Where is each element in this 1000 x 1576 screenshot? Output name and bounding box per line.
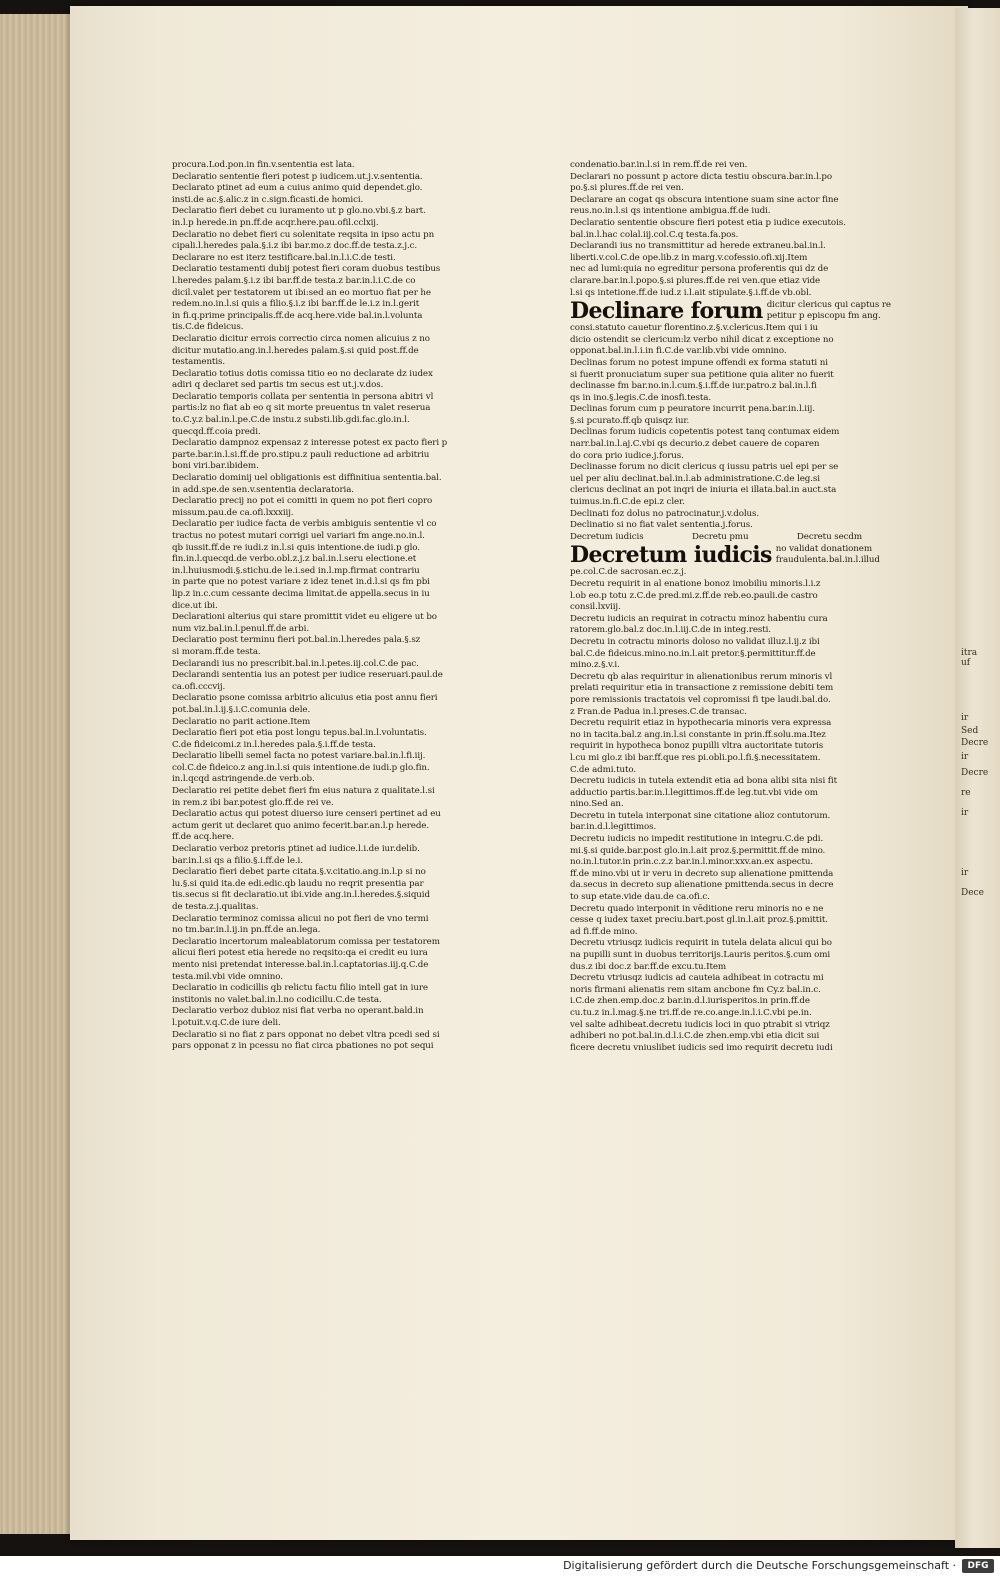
next-page-fragment: ir: [961, 752, 969, 762]
text-line: fin.in.l.quecqd.de verbo.obl.z.j.z bal.in.l.seru electione.et: [172, 554, 417, 565]
next-page-fragment: itra: [961, 648, 978, 658]
text-line: pore remissionis tractatois vel copromissi fi tpe laudi.bal.do.: [570, 694, 831, 705]
text-line: Declaratio totius dotis comissa titio eo no declarate dz iudex: [172, 368, 433, 379]
text-line: bar.in.d.l.legittimos.: [570, 822, 657, 833]
text-line: quecqd.ff.coia predi.: [172, 426, 261, 437]
text-line: prelati requiritur etia in transactione z remissione debiti tem: [570, 683, 834, 694]
heading-side-text: [767, 300, 891, 322]
text-line: to.C.y.z bal.in.l.pe.C.de instu.z substi.lib.gdi.fac.glo.in.l.: [172, 415, 410, 426]
text-line: Declaratio sententie obscure fieri potest etia p iudice executois.: [570, 217, 846, 228]
next-page-fragment: re: [961, 788, 971, 798]
heading-side-line: petitur p episcopu fm ang.: [766, 311, 881, 322]
text-line: cipali.l.heredes pala.§.i.z ibi bar.mo.z doc.ff.de testa.z.j.c.: [172, 241, 418, 252]
text-line: uel per aliu declinat.bal.in.l.ab administratione.C.de leg.si: [570, 473, 820, 484]
text-line: Decretu iudicis in tutela extendit etia ad bona alibi sita nisi fit: [570, 776, 837, 787]
heading-large-text: Decretum iudicis: [570, 542, 772, 569]
text-line: Declaratio psone comissa arbitrio alicuius etia post annu fieri: [172, 693, 438, 704]
text-line: institonis no valet.bal.in.l.no codicillu.C.de testa.: [172, 994, 382, 1005]
text-line: qb iussit.ff.de re iudi.z in.l.si quis intentione.de iudi.p glo.: [172, 542, 420, 553]
text-line: dice.ut ibi.: [172, 600, 218, 611]
text-line: Declaratio libelli semel facta no potest variare.bal.in.l.fi.iij.: [172, 751, 426, 762]
right-middle-block: [570, 323, 892, 532]
heading-large-text: Declinare forum: [570, 298, 763, 325]
text-line: §.si pcurato.ff.qb quisqz iur.: [570, 415, 690, 426]
text-line: lu.§.si quid ita.de edi.edic.qb laudu no reqrit presentia par: [172, 878, 424, 889]
text-line: pot.bal.in.l.ij.§.i.C.comunia dele.: [172, 704, 311, 715]
text-line: Decretu in cotractu minoris doloso no validat illuz.l.ij.z ibi: [570, 636, 820, 647]
text-line: Declaratio no parit actione.Item: [172, 716, 311, 727]
text-line: ff.de mino.vbi ut ir veru in decreto sup alienatione pmittenda: [570, 868, 834, 879]
text-line: declinasse fm bar.no.in.l.cum.§.i.ff.de iur.patro.z bal.in.l.fi: [570, 381, 817, 392]
text-line: Decretu vtriusqz iudicis requirit in tutela delata alicui qui bo: [570, 938, 832, 949]
text-line: Declaratio fieri debet cu iuramento ut p glo.no.vbi.§.z bart.: [172, 206, 426, 217]
text-line: Declarato ptinet ad eum a cuius animo quid dependet.glo.: [172, 183, 423, 194]
text-line: cu.tu.z in.l.mag.§.ne tri.ff.de re.co.ange.in.l.i.C.vbi pe.in.: [570, 1007, 812, 1018]
text-line: dicitur mutatio.ang.in.l.heredes palam.§.si quid post.ff.de: [172, 345, 419, 356]
text-line: po.§.si plures.ff.de rei ven.: [570, 183, 684, 194]
subhead: Decretu pmu: [692, 531, 749, 542]
text-line: dicil.valet per testatorem ut ibi:sed an eo mortuo fiat per he: [172, 287, 431, 298]
text-line: ratorem.glo.bal.z doc.in.l.iij.C.de in integ.resti.: [570, 625, 771, 636]
text-line: C.de fideicomi.z in.l.heredes pala.§.i.ff.de testa.: [172, 739, 376, 750]
text-line: in add.spe.de sen.v.sententia declaratoria.: [172, 484, 354, 495]
text-line: procura.Lod.pon.in fin.v.sententia est lata.: [172, 160, 355, 170]
next-page-fragment: ir: [961, 713, 969, 723]
text-line: liberti.v.col.C.de ope.lib.z in marg.v.cofessio.ofi.xij.Item: [570, 252, 808, 263]
text-line: bar.in.l.si qs a filio.§.i.ff.de le.i.: [172, 855, 303, 866]
text-line: Declaratio precij no pot ei comitti in quem no pot fieri copro: [172, 496, 433, 507]
heading-side-line: dicitur clericus qui captus re: [766, 300, 891, 311]
text-line: ad fi.ff.de mino.: [570, 926, 638, 937]
text-line: i.C.de zhen.emp.doc.z bar.in.d.l.iurisperitos.in prin.ff.de: [570, 996, 810, 1007]
text-line: ca.ofi.cccvij.: [172, 681, 226, 692]
text-line: reus.no.in.l.si qs intentione ambigua.ff.de iudi.: [570, 206, 771, 217]
text-line: Declaratio si no fiat z pars opponat no debet vltra pcedi sed si: [172, 1029, 440, 1040]
text-line: mento nisi pretendat interesse.bal.in.l.captatorias.iij.q.C.de: [172, 959, 429, 970]
text-line: Declaratio dampnoz expensaz z interesse potest ex pacto fieri p: [172, 438, 448, 449]
text-line: Declaratio testamenti dubij potest fieri coram duobus testibus: [172, 264, 441, 275]
heading-declinare-forum: [570, 298, 892, 325]
text-line: redem.no.in.l.si quis a filio.§.i.z ibi bar.ff.de le.i.z in.l.gerit: [172, 299, 420, 310]
text-line: l.heredes palam.§.i.z ibi bar.ff.de testa.z bar.in.l.i.C.de co: [172, 275, 416, 286]
subhead: Decretum iudicis: [570, 531, 644, 542]
text-line: Declaratio per iudice facta de verbis ambiguis sententie vl co: [172, 519, 437, 530]
text-line: Declaratio in codicillis qb relictu factu filio intell gat in iure: [172, 983, 428, 994]
text-line: adductio partis.bar.in.l.legittimos.ff.de leg.tut.vbi vide om: [570, 787, 818, 798]
text-line: ff.de acq.here.: [172, 832, 235, 843]
text-line: Declaratio rei petite debet fieri fm eius natura z qualitate.l.si: [172, 786, 435, 797]
text-line: z Fran.de Padua in.l.preses.C.de transac.: [570, 706, 747, 717]
heading-side-line: no validat donationem: [775, 544, 872, 555]
heading-decretum-iudicis: [570, 542, 892, 569]
text-line: Declaratio fieri debet parte citata.§.v.citatio.ang.in.l.p si no: [172, 867, 426, 878]
text-line: no in tacita.bal.z ang.in.l.si constante in prin.ff.solu.ma.Itez: [570, 729, 826, 740]
text-line: Declaratio temporis collata per sententia in persona abitri vl: [172, 391, 434, 402]
text-line: Declaratio fieri pot etia post longu tepus.bal.in.l.voluntatis.: [172, 728, 427, 739]
text-line: bal.C.de fideicus.mino.no.in.l.ait pretor.§.permittitur.ff.de: [570, 648, 816, 659]
text-line: opponat.bal.in.l.i.in fi.C.de var.lib.vbi vide omnino.: [570, 346, 787, 357]
text-line: Declarare an cogat qs obscura intentione suam sine actor fine: [570, 194, 839, 205]
text-line: in.l.qcqd astringende.de verb.ob.: [172, 774, 315, 785]
text-line: no.in.l.tutor.in prin.c.z.z bar.in.l.minor.xxv.an.ex aspectu.: [570, 857, 814, 868]
heading-side-text: [776, 544, 880, 566]
footer-bar: [0, 1556, 1000, 1576]
text-line: col.C.de fideico.z ang.in.l.si quis intentione.de iudi.p glo.fin.: [172, 762, 430, 773]
text-line: Decretu requirit in al enatione bonoz imobiliu minoris.l.i.z: [570, 579, 821, 589]
text-line: cesse q iudex taxet preciu.bart.post gl.in.l.ait proz.§.pmittit.: [570, 915, 828, 926]
text-line: do cora prio iudice.j.forus.: [570, 450, 684, 461]
text-line: Decretu iudicis no impedit restitutione in integru.C.de pdi.: [570, 834, 824, 845]
text-line: Declaratio terminoz comissa alicui no pot fieri de vno termi: [172, 913, 429, 924]
text-line: tis.C.de fideicus.: [172, 322, 244, 333]
footer-credit: Digitalisierung gefördert durch die Deutsche Forschungsgemeinschaft ·: [563, 1559, 956, 1572]
text-line: Declinas forum cum p peuratore incurrit pena.bar.in.l.iij.: [570, 404, 815, 415]
next-page-fragment: ir: [961, 808, 969, 818]
right-bottom-block: [570, 567, 892, 1054]
text-line: insti.de ac.§.alic.z in c.sign.ficasti.de homici.: [172, 194, 364, 205]
text-line: de testa.z.j.qualitas.: [172, 902, 259, 912]
next-page-fragment: ir: [961, 868, 969, 878]
text-line: Declinas forum iudicis copetentis potest tanq contumax eidem: [570, 427, 840, 438]
text-line: Declaratio actus qui potest diuerso iure censeri pertinet ad eu: [172, 809, 441, 820]
text-line: Declinasse forum no dicit clericus q iussu patris uel epi per se: [570, 462, 839, 473]
subhead: Decretu secdm: [796, 531, 862, 542]
text-line: Declaratio no debet fieri cu solenitate reqsita in ipso actu pn: [172, 229, 435, 240]
next-page-fragment: Sed: [961, 726, 979, 736]
text-line: testa.mil.vbi vide omnino.: [172, 971, 283, 982]
text-line: l.si qs intetione.ff.de iud.z i.l.ait stipulate.§.i.ff.de vb.obl.: [570, 287, 812, 298]
next-page-fragment: Decre: [961, 768, 989, 778]
text-line: dus.z ibi doc.z bar.ff.de excu.tu.Item: [570, 961, 727, 972]
text-line: tuimus.in.fi.C.de epi.z cler.: [570, 497, 685, 508]
text-line: in.l.huiusmodi.§.stichu.de le.i.sed in.l.mp.firmat contrariu: [172, 565, 420, 576]
text-line: ficere decretu vniuslibet iudicis sed imo requirit decretu iudi: [570, 1042, 833, 1053]
text-line: no tm.bar.in.l.ij.in pn.ff.de an.lega.: [172, 925, 321, 936]
text-line: pe.col.C.de sacrosan.ec.z.j.: [570, 567, 687, 578]
text-line: nino.Sed an.: [570, 799, 624, 810]
left-text-column: [172, 160, 560, 1053]
text-line: dicio ostendit se clericum:lz verbo nihil dicat z exceptione no: [570, 334, 834, 345]
next-page-fragment: uf: [961, 658, 971, 668]
text-line: requirit in hypotheca bonoz pupilli vltra auctoritate tutoris: [570, 741, 824, 752]
text-line: Declarari no possunt p actore dicta testiu obscura.bar.in.l.po: [570, 171, 832, 182]
text-line: na pupilli sunt in duobus territorijs.Lauris peritos.§.cum omi: [570, 950, 831, 960]
text-line: adhiberi no pot.bal.in.d.l.i.C.de zhen.emp.vbi etia dicit sui: [570, 1031, 820, 1042]
text-line: Declaratio dominij uel obligationis est diffinitiua sententia.bal.: [172, 473, 442, 484]
text-line: l.potuit.v.q.C.de iure deli.: [172, 1017, 281, 1028]
text-line: in fi.q.prime principalis.ff.de acq.here.vide bal.in.l.volunta: [172, 310, 423, 321]
text-line: parte.bar.in.l.si.ff.de pro.stipu.z pauli reductione ad arbitriu: [172, 449, 430, 460]
text-line: actum gerit ut declaret quo animo fecerit.bar.an.l.p herede.: [172, 820, 430, 831]
text-line: si moram.ff.de testa.: [172, 646, 261, 657]
text-line: partis:lz no fiat ab eo q sit morte preuentus tn valet reserua: [172, 403, 431, 414]
text-line: vel salte adhibeat.decretu iudicis loci in quo ptrabit si vtriqz: [570, 1019, 830, 1030]
text-line: Declarare no est iterz testificare.bal.in.l.i.C.de testi.: [172, 252, 396, 263]
text-line: tractus no potest mutari corrigi uel variari fm ange.no.in.l.: [172, 531, 425, 541]
text-line: da.secus in decreto sup alienatione pmittenda.secus in decre: [570, 880, 834, 891]
text-line: alicui fieri potest etia herede no reqsito:qa ei credit eu iura: [172, 948, 428, 959]
text-line: Declaratio incertorum maleablatorum comissa per testatorem: [172, 936, 440, 947]
text-line: in.l.p herede.in pn.ff.de acqr.here.pau.ofil.cclxij.: [172, 217, 379, 228]
text-line: Decretu vtriusqz iudicis ad cauteia adhibeat in cotractu mi: [570, 973, 824, 984]
text-line: num viz.bal.in.l.penul.ff.de arbi.: [172, 623, 309, 634]
text-line: Declaratio post terminu fieri pot.bal.in.l.heredes pala.§.sz: [172, 635, 421, 646]
text-line: Declaratio verboz dubioz nisi fiat verba no operant.bald.in: [172, 1006, 424, 1017]
text-line: l.ob eo.p totu z.C.de pred.mi.z.ff.de reb.eo.pauli.de castro: [570, 590, 818, 601]
text-line: Declinatio si no fiat valet sententia.j.forus.: [570, 520, 753, 531]
text-line: Declinati foz dolus no patrocinatur.j.v.dolus.: [570, 508, 760, 519]
text-line: Decretu iudicis an requirat in cotractu minoz habentiu cura: [570, 613, 828, 624]
text-line: Declarationi alterius qui stare promittit videt eu eligere ut bo: [172, 612, 437, 623]
text-line: adiri q declaret sed partis tm secus est ut.j.v.dos.: [172, 380, 384, 391]
text-line: mino.z.§.v.i.: [570, 660, 620, 671]
text-line: bal.in.l.hac colal.iij.col.C.q testa.fa.pos.: [570, 229, 739, 240]
text-line: to sup etate.vide dau.de ca.ofi.c.: [570, 892, 710, 903]
heading-side-line: fraudulenta.bal.in.l.illud: [775, 555, 880, 566]
text-line: Decretu in tutela interponat sine citatione alioz contutorum.: [570, 810, 831, 821]
text-line: C.de admi.tuto.: [570, 764, 636, 775]
text-line: clarare.bar.in.l.popo.§.si plures.ff.de rei ven.que etiaz vide: [570, 275, 821, 286]
next-page-fragment: Decre: [961, 738, 989, 748]
text-line: consi.statuto cauetur florentino.z.§.v.clericus.Item qui i iu: [570, 323, 819, 334]
text-line: lip.z in.c.cum cessante decima limitat.de appella.secus in iu: [172, 588, 430, 599]
text-line: Declaratio dicitur errois correctio circa nomen alicuius z no: [172, 333, 430, 344]
text-line: Decretu quado interponit in vēditione reru minoris no e ne: [570, 903, 824, 914]
text-line: si fuerit pronuciatum super sua petitione quia aliter no fuerit: [570, 369, 834, 380]
text-line: Declinas forum no potest impune offendi ex forma statuti ni: [570, 357, 828, 368]
text-line: l.cu mi glo.z ibi bar.ff.que res pi.obli.po.l.fi.§.necessitatem.: [570, 752, 821, 763]
text-line: Declaratio verboz pretoris ptinet ad iudice.l.i.de iur.delib.: [172, 844, 420, 855]
text-line: Decretu requirit etiaz in hypothecaria minoris vera expressa: [570, 718, 832, 729]
text-line: in rem.z ibi bar.potest glo.ff.de rei ve.: [172, 797, 334, 808]
text-line: qs in ino.§.legis.C.de inosfi.testa.: [570, 392, 712, 403]
text-line: boni viri.bar.ibidem.: [172, 461, 259, 472]
text-line: pars opponat z in pcessu no fiat circa pbationes no pot sequi: [172, 1041, 434, 1052]
text-line: narr.bal.in.l.aj.C.vbi qs decurio.z debet cauere de coparen: [570, 439, 820, 450]
next-page-edge: [955, 8, 1000, 1548]
text-line: tis.secus si fit declaratio.ut ibi.vide ang.in.l.heredes.§.siquid: [172, 890, 430, 901]
dfg-logo: DFG: [962, 1559, 994, 1573]
right-top-block: [570, 160, 892, 299]
text-line: Decretu qb alas requiritur in alienationibus rerum minoris vl: [570, 671, 833, 682]
next-page-fragment: Dece: [961, 888, 984, 898]
text-line: condenatio.bar.in.l.si in rem.ff.de rei ven.: [570, 160, 748, 170]
text-line: missum.pau.de ca.ofi.lxxxiij.: [172, 507, 294, 518]
text-line: noris firmani alienatis rem sitam ancbone fm Cy.z bal.in.c.: [570, 984, 821, 995]
text-line: Declarandi ius no prescribit.bal.in.l.petes.iij.col.C.de pac.: [172, 658, 419, 669]
text-line: in parte que no potest variare z idez tenet in.d.l.si qs fm pbi: [172, 577, 430, 588]
text-line: mi.§.si quide.bar.post glo.in.l.ait proz.§.permittit.ff.de mino.: [570, 845, 826, 856]
text-line: clericus declinat an pot inqri de iniuria ei illata.bal.in auct.sta: [570, 485, 837, 496]
text-line: Declarandi ius no transmittitur ad herede extraneu.bal.in.l.: [570, 241, 826, 252]
text-line: testamentis.: [172, 357, 226, 368]
text-line: nec ad lumi:quia no egreditur persona proferentis qui dz de: [570, 264, 829, 275]
text-line: consil.lxviij.: [570, 602, 621, 613]
text-line: Declarandi sententia ius an potest per iudice reseruari.paul.de: [172, 670, 443, 681]
right-text-column: [570, 160, 892, 1054]
text-line: Declaratio sententie fieri potest p iudicem.ut.j.v.sententia.: [172, 171, 423, 182]
